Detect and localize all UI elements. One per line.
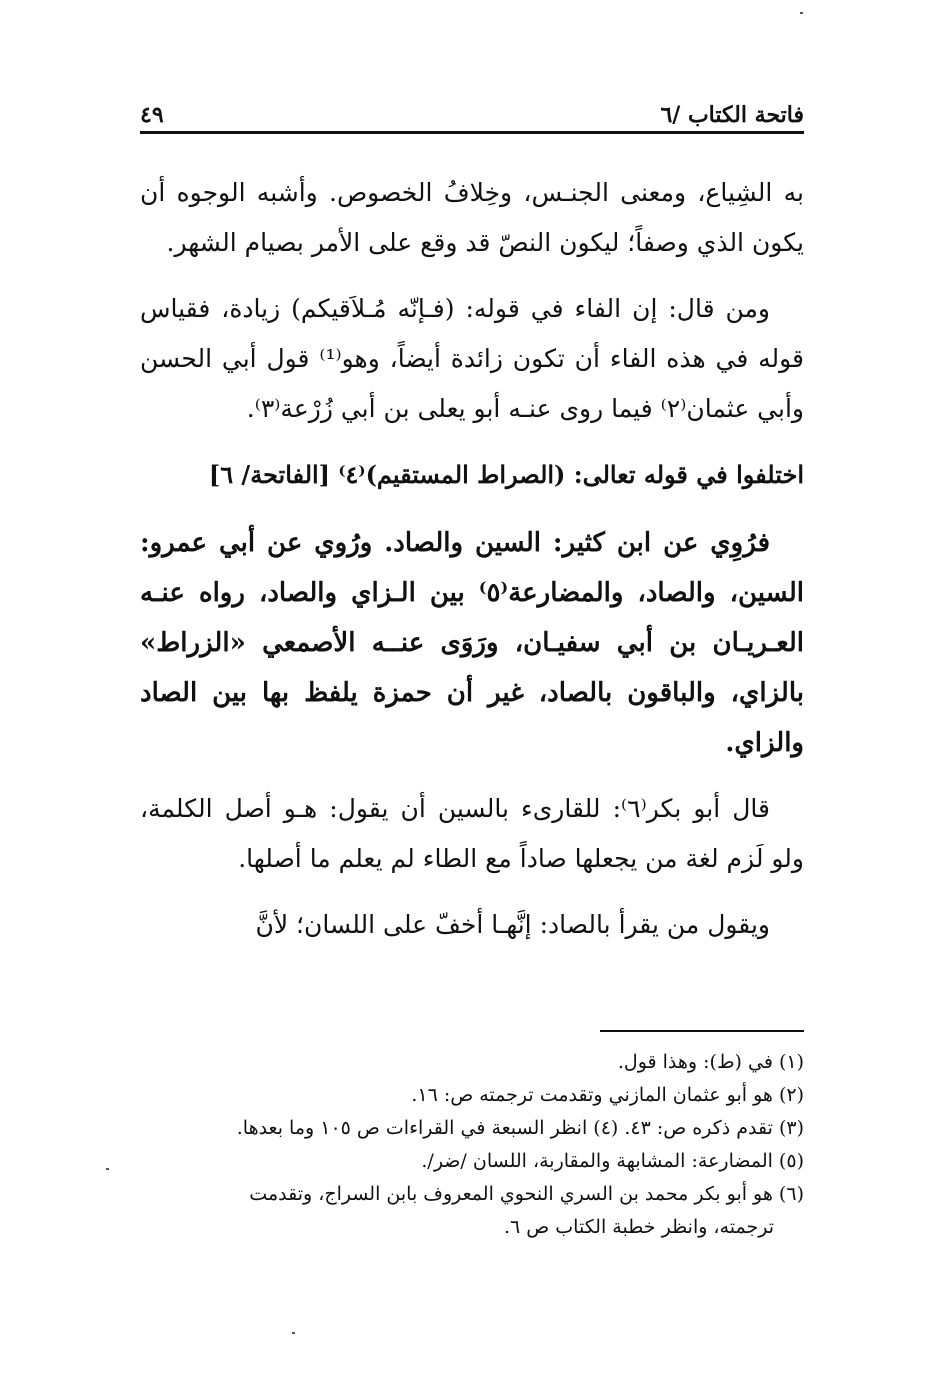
- paragraph-1: به الشِياع، ومعنى الجنـس، وخِلافُ الخصوص. وأشبه الوجوه أن يكون الذي وصفاً؛ ليكون النصّ قد وقع على الأمر بصيام الشهر.: [140, 178, 804, 257]
- scan-speck: [106, 1168, 109, 1170]
- footnote-6-continued: ترجمته، وانظر خطبة الكتاب ص ٦.: [503, 1216, 774, 1238]
- footnote-2: (٢) هو أبو عثمان المازني وتقدمت ترجمته ص: ١٦.: [411, 1084, 804, 1106]
- scan-speck: [800, 12, 803, 14]
- section-heading: اختلفوا في قوله تعالى: (الصراط المستقيم)⁽٤⁾ [الفاتحة/ ٦]: [208, 460, 804, 489]
- paragraph-5: ويقول من يقرأ بالصاد: إنَّهـا أخفّ على اللسان؛ لأنَّ: [255, 910, 770, 939]
- paragraph-2: ومن قال: إن الفاء في قوله: (فـإنّه مُـلاَقيكم) زيادة، فقياس قوله في هذه الفاء أن تكون زائدة أيضاً، وهو⁽¹⁾ قول أبي الحسن وأبي عثمان⁽٢⁾ فيما روى عنـه أبو يعلى بن أبي زُرْعة⁽٣⁾.: [140, 294, 804, 423]
- footnote-separator: [600, 1030, 804, 1032]
- footnote-5: (٥) المضارعة: المشابهة والمقاربة، اللسان /ضر/.: [421, 1150, 804, 1172]
- page-number: ٤٩: [140, 102, 164, 128]
- footnotes: [140, 1046, 804, 1244]
- running-title: فاتحة الكتاب /٦: [660, 102, 804, 128]
- running-header: [140, 96, 804, 134]
- main-text: [140, 168, 804, 966]
- paragraph-4: قال أبو بكر⁽٦⁾: للقارىء بالسين أن يقول: هـو أصل الكلمة، ولو لَزم لغة من يجعلها صاداً مع الطاء لم يعلم ما أصلها.: [140, 794, 804, 873]
- header-rule: [140, 131, 804, 134]
- footnote-3-4: (٣) تقدم ذكره ص: ٤٣. (٤) انظر السبعة في القراءات ص ١٠٥ وما بعدها.: [236, 1117, 804, 1139]
- scan-speck: [292, 1332, 295, 1334]
- paragraph-3: فرُوِي عن ابن كثير: السين والصاد. ورُوي عن أبي عمرو: السين، والصاد، والمضارعة⁽٥⁾ بين الـزاي والصاد، رواه عنـه العـريـان بن أبي سفيـان، ورَوَى عنــه الأصمعي «الزراط» بالزاي، والباقون بالصاد، غير أن حمزة يلفظ بها بين الصاد والزاي.: [140, 528, 804, 758]
- footnote-6: (٦) هو أبو بكر محمد بن السري النحوي المعروف بابن السراج، وتقدمت: [249, 1183, 804, 1205]
- footnote-1: (١) في (ط): وهذا قول.: [617, 1051, 804, 1073]
